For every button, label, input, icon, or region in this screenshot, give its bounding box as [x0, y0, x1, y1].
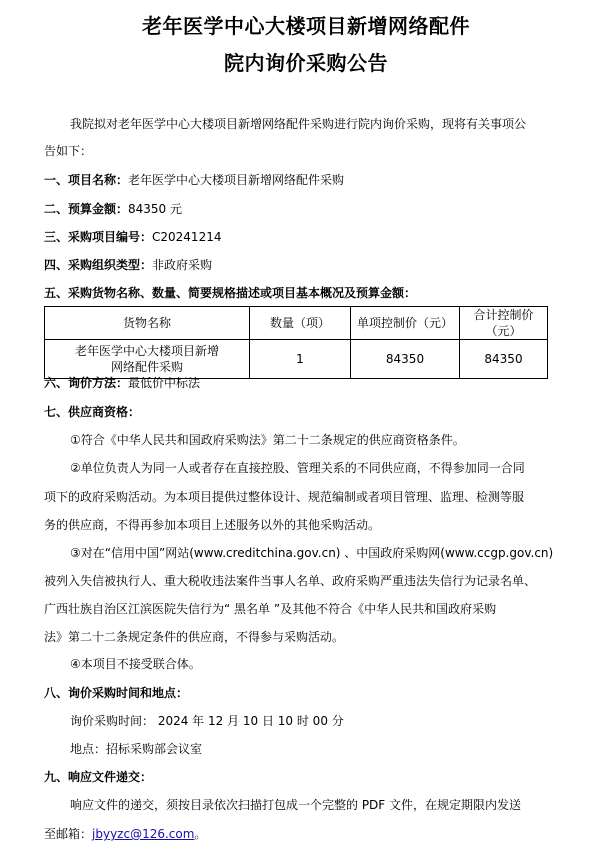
section-method [44, 375, 200, 391]
section-value: 老年医学中心大楼项目新增网络配件采购 [128, 173, 345, 187]
intro-line-1: 我院拟对老年医学中心大楼项目新增网络配件采购进行院内询价采购，现将有关事项公 [70, 117, 527, 131]
qualification-item-2-line3: 务的供应商，不得再参加本项目上述服务以外的其他采购活动。 [44, 518, 381, 532]
section-label: 一、项目名称： [44, 173, 129, 187]
table-header-cell: 单项控制价（元） [351, 307, 460, 340]
goods-table [44, 306, 548, 379]
table-cell-total-price: 84350 [460, 340, 548, 379]
table-header-cell: 数量（项） [250, 307, 351, 340]
section-submission [44, 769, 152, 785]
section-label: 四、采购组织类型： [44, 258, 153, 272]
section-label: 三、采购项目编号： [44, 230, 153, 244]
section-project-number [44, 229, 221, 245]
qualification-item-3-line3: 广西壮族自治区江滨医院失信行为“ 黑名单 ”及其他不符合《中华人民共和国政府采购 [44, 602, 497, 616]
qualification-item-3-line1: ③对在“信用中国”网站(www.creditchina.gov.cn) 、中国政府采购网(www.ccgp.gov.cn) [70, 546, 554, 560]
cell-text: 网络配件采购 [110, 360, 183, 374]
table-cell-qty: 1 [250, 340, 351, 379]
email-link[interactable]: jbyyzc@126.com [92, 827, 195, 841]
section-label: 八、询价采购时间和地点： [44, 686, 189, 700]
section-budget [44, 201, 182, 217]
qualification-item-2-line1: ②单位负责人为同一人或者存在直接控股、管理关系的不同供应商，不得参加同一合同 [70, 461, 525, 475]
submission-line-1: 响应文件的递交，须按目录依次扫描打包成一个完整的 PDF 文件，在规定期限内发送 [70, 798, 522, 812]
qualification-item-3-line2: 被列入失信被执行人、重大税收违法案件当事人名单、政府采购严重违法失信行为记录名单、 [44, 574, 537, 588]
intro-line-2: 告如下： [44, 144, 93, 158]
section-project-name [44, 172, 344, 188]
section-label: 七、供应商资格： [44, 405, 141, 419]
qualification-item-4: ④本项目不接受联合体。 [70, 657, 201, 671]
submission-line-2 [44, 826, 206, 842]
section-label: 九、响应文件递交： [44, 770, 153, 784]
table-cell-name [45, 340, 250, 379]
section-org-type [44, 257, 212, 273]
table-header-row [45, 307, 548, 340]
qualification-item-2-line2: 项下的政府采购活动。为本项目提供过整体设计、规范编制或者项目管理、监理、检测等服 [44, 490, 525, 504]
cell-text: 老年医学中心大楼项目新增 [74, 344, 219, 358]
procurement-place: 地点：招标采购部会议室 [70, 742, 203, 756]
section-goods [44, 285, 416, 301]
submission-suffix: 。 [194, 827, 207, 841]
section-label: 五、采购货物名称、数量、简要规格描述或项目基本概况及预算金额： [44, 286, 417, 300]
announcement-title-line1: 老年医学中心大楼项目新增网络配件 [142, 14, 470, 38]
announcement-title-line2: 院内询价采购公告 [224, 51, 388, 75]
section-value: 非政府采购 [152, 258, 213, 272]
section-qualification [44, 404, 140, 420]
table-row [45, 340, 548, 379]
table-header-cell: 合计控制价（元） [460, 307, 548, 340]
procurement-time: 询价采购时间： 2024 年 12 月 10 日 10 时 00 分 [70, 714, 344, 728]
section-value: C20241214 [152, 230, 222, 244]
table-cell-unit-price: 84350 [351, 340, 460, 379]
section-value: 84350 元 [128, 202, 183, 216]
section-label: 二、预算金额： [44, 202, 129, 216]
qualification-item-1: ①符合《中华人民共和国政府采购法》第二十二条规定的供应商资格条件。 [70, 433, 465, 447]
section-time-place [44, 685, 188, 701]
submission-prefix: 至邮箱： [44, 827, 93, 841]
table-header-cell: 货物名称 [45, 307, 250, 340]
qualification-item-3-line4: 法》第二十二条规定条件的供应商，不得参与采购活动。 [44, 630, 345, 644]
section-label: 六、询价方法： [44, 376, 129, 390]
section-value: 最低价中标法 [128, 376, 201, 390]
